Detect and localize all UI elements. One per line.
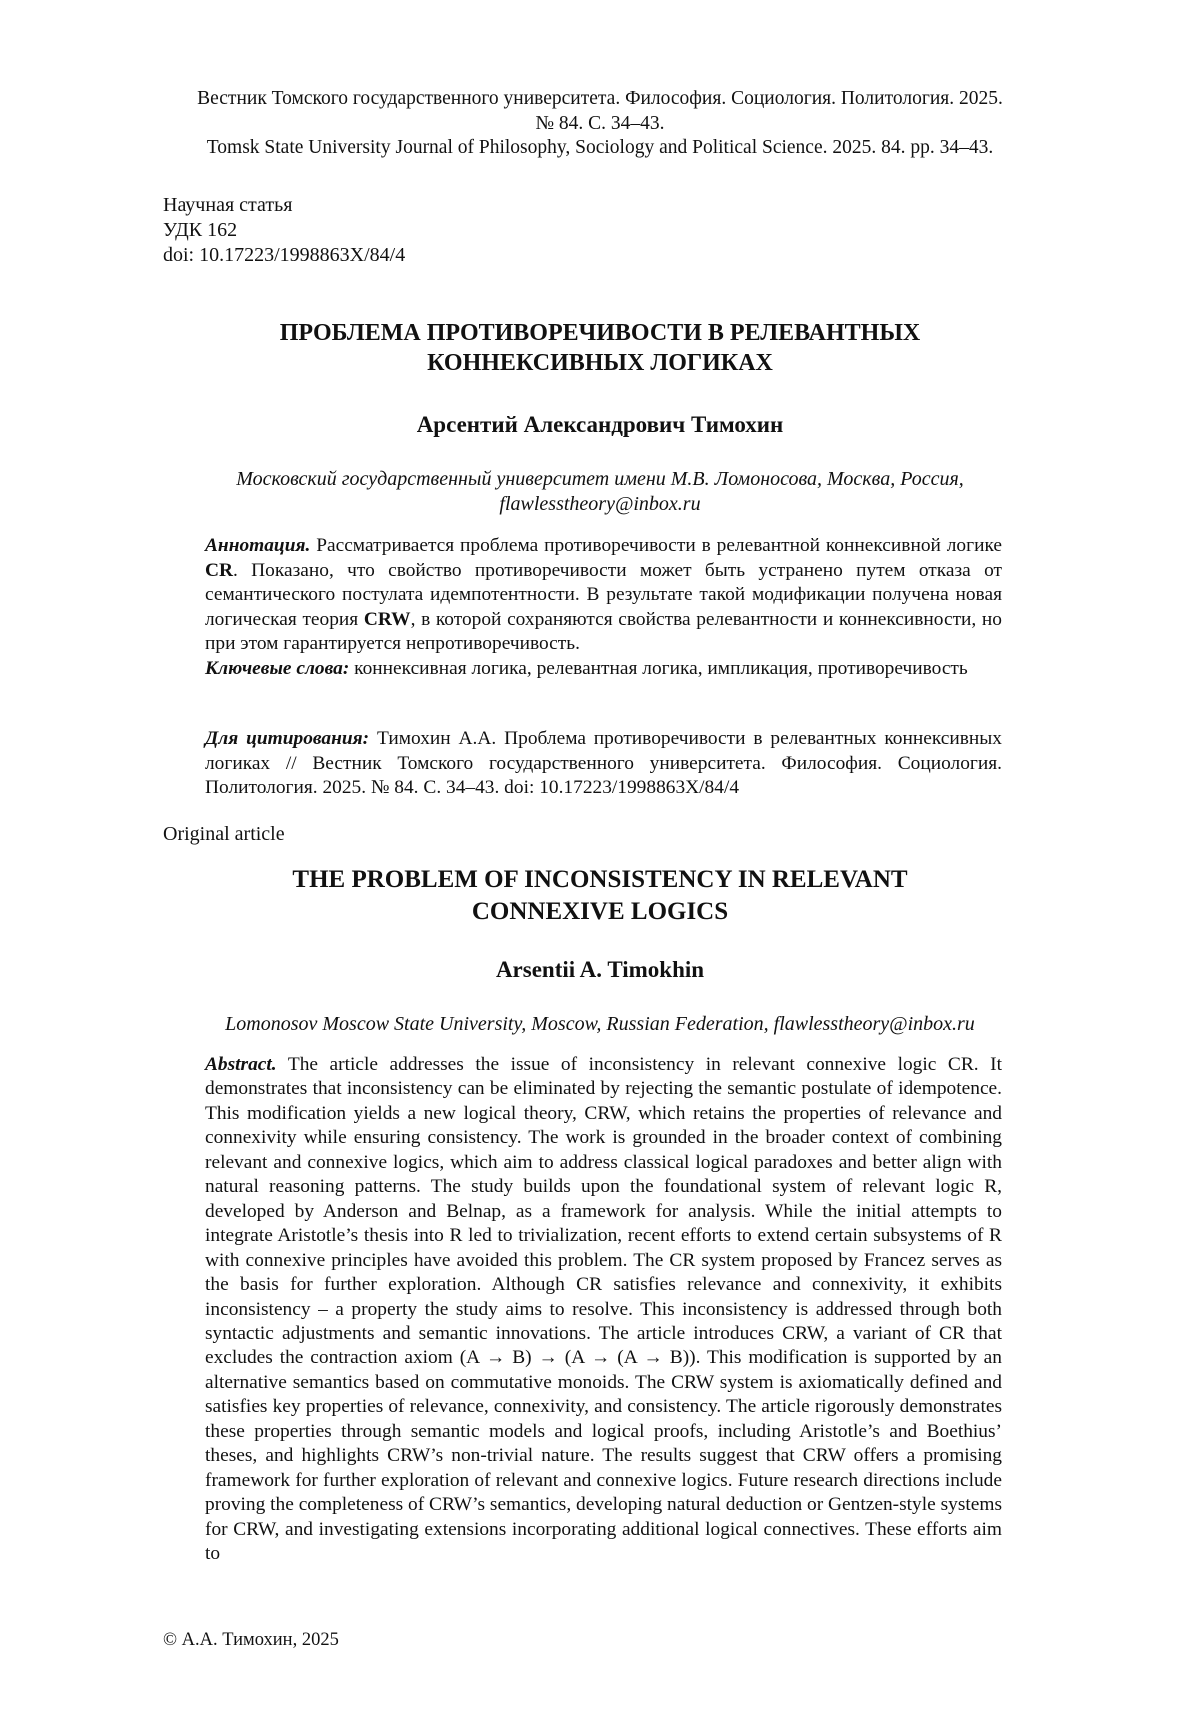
logic-cr-term: CR [205, 559, 234, 581]
author-name-en: Arsentii A. Timokhin [495, 957, 705, 982]
affiliation-ru [130, 467, 1070, 517]
annotation-ru [205, 534, 1002, 657]
original-article-label: Original article [163, 823, 285, 845]
annotation-text-3: , в которой сохраняются свойства релевантности и коннексивности, но при этом гарантируется непротиворечивость. [205, 608, 1002, 655]
udk-code: УДК 162 [163, 219, 238, 241]
article-title-ru [130, 318, 1070, 378]
abstract-en [205, 1053, 1002, 1567]
doi-text: doi: 10.17223/1998863X/84/4 [163, 244, 406, 266]
journal-header-en-line: Tomsk State University Journal of Philosophy, Sociology and Political Science. 2025. 84. pp. 34–43. [206, 137, 994, 158]
article-meta [163, 193, 563, 268]
affiliation-en: Lomonosov Moscow State University, Moscow, Russian Federation, flawlesstheory@inbox.ru [225, 1013, 975, 1035]
journal-header [130, 87, 1070, 161]
journal-header-ru-line2: № 84. С. 34–43. [535, 112, 665, 134]
copyright-notice: © А.А. Тимохин, 2025 [163, 1630, 339, 1650]
affiliation-ru-line1: Московский государственный университет имени М.В. Ломоносова, Москва, Россия, [236, 468, 964, 490]
author-name-ru: Арсентий Александрович Тимохин [416, 412, 784, 437]
keywords-ru [205, 657, 1002, 682]
citation-text: Тимохин А.А. Проблема противоречивости в релевантных коннексивных логиках // Вестник Томского государственного университета. Философия. Социология. Политология. 2025. № 84. С. 34–43. doi: 10.17223/1998863X/84/4 [205, 728, 1002, 799]
title-en-line1: THE PROBLEM OF INCONSISTENCY IN RELEVANT [292, 866, 908, 893]
annotation-label: Аннотация. [205, 535, 311, 556]
journal-header-ru-line1: Вестник Томского государственного университета. Философия. Социология. Политология. 2025. [197, 88, 1003, 109]
abstract-label: Abstract. [205, 1054, 277, 1075]
title-en-line2: CONNEXIVE LOGICS [471, 898, 729, 925]
article-type: Научная статья [163, 194, 293, 216]
article-title-en [130, 864, 1070, 928]
keywords-text: коннексивная логика, релевантная логика, импликация, противоречивость [349, 658, 968, 679]
title-ru-line2: КОННЕКСИВНЫХ ЛОГИКАХ [427, 350, 773, 376]
citation-label: Для цитирования: [205, 728, 370, 749]
author-email-ru: flawlesstheory@inbox.ru [499, 493, 701, 515]
citation-ru [205, 727, 1002, 801]
title-ru-line1: ПРОБЛЕМА ПРОТИВОРЕЧИВОСТИ В РЕЛЕВАНТНЫХ [279, 320, 921, 346]
logic-crw-term: CRW [363, 608, 411, 630]
abstract-text: The article addresses the issue of inconsistency in relevant connexive logic CR. It demonstrates that inconsistency can be eliminated by rejecting the semantic postulate of idempotence. This modification yields a new logical theory, CRW, which retains the properties of relevance and connexivity while ensuring consistency. The work is grounded in the broader context of combining relevant and connexive logics, which aim to address classical logical paradoxes and better align with natural reasoning patterns. The study builds upon the foundational system of relevant logic R, developed by Anderson and Belnap, as a framework for analysis. While the initial attempts to integrate Aristotle’s thesis into R led to trivialization, recent efforts to extend certain subsystems of R with connexive principles have avoided this problem. The CR system proposed by Francez serves as the basis for further exploration. Although CR satisfies relevance and connexivity, it exhibits inconsistency – a property the study aims to resolve. This inconsistency is addressed through both syntactic adjustments and semantic innovations. The article introduces CRW, a variant of CR that excludes the contraction axiom (A → B) → (A → (A → B)). This modification is supported by an alternative semantics based on commutative monoids. The CRW system is axiomatically defined and satisfies key properties of relevance, connexivity, and consistency. The article rigorously demonstrates these properties through semantic models and logical proofs, including Aristotle’s and Boethius’ theses, and highlights CRW’s non-trivial nature. The results suggest that CRW offers a promising framework for further exploration of relevant and connexive logics. Future research directions include proving the completeness of CRW’s semantics, developing natural deduction or Gentzen-style systems for CRW, and investigating extensions incorporating additional logical connectives. These efforts aim to [205, 1054, 1002, 1565]
annotation-text-2: . Показано, что свойство противоречивости может быть устранено путем отказа от семантического постулата идемпотентности. В результате такой модификации получена новая логическая теория [205, 559, 1002, 630]
keywords-label: Ключевые слова: [205, 658, 350, 679]
annotation-text-1: Рассматривается проблема противоречивости в релевантной коннексивной логике [310, 535, 1002, 556]
